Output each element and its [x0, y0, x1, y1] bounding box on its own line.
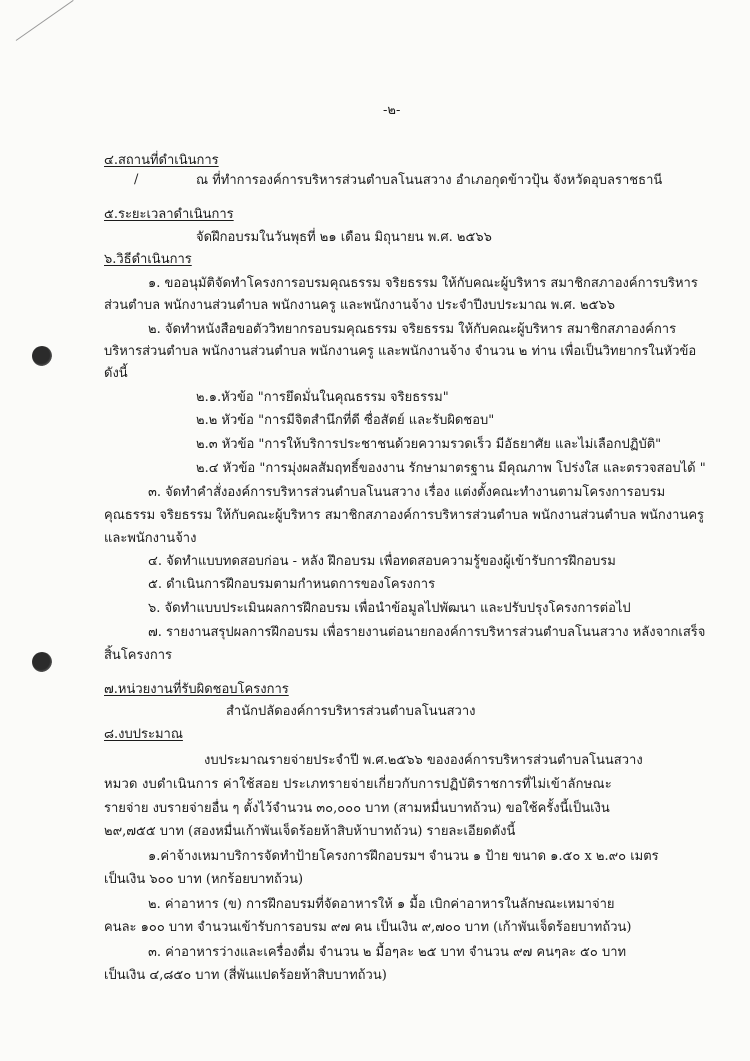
topic-2: ๒.๒ หัวข้อ "การมีจิตสำนึกที่ดี ซื่อสัตย์ และรับผิดชอบ"	[196, 413, 495, 428]
scan-artifact-line	[16, 0, 74, 41]
s6-p3-line1: ๓. จัดทำคำสั่งองค์การบริหารส่วนตำบลโนนสวาง เรื่อง แต่งตั้งคณะทำงานตามโครงการอบรม	[148, 485, 666, 500]
punch-hole	[32, 652, 52, 672]
s6-p1-line1: ๑. ขออนุมัติจัดทำโครงการอบรมคุณธรรม จริยธรรม ให้กับคณะผู้บริหาร สมาชิกสภาองค์การบริหาร	[148, 276, 698, 291]
budget-item1-line1: ๑.ค่าจ้างเหมาบริการจัดทำป้ายโครงการฝึกอบรมฯ จำนวน ๑ ป้าย ขนาด ๑.๕๐ x ๒.๙๐ เมตร	[148, 849, 659, 864]
section-8-heading: ๘.งบประมาณ	[104, 727, 183, 742]
punch-hole	[32, 346, 52, 366]
page-number: -๒-	[383, 103, 401, 118]
s6-p4: ๔. จัดทำแบบทดสอบก่อน - หลัง ฝึกอบรม เพื่อทดสอบความรู้ของผู้เข้ารับการฝึกอบรม	[148, 554, 616, 569]
topic-3: ๒.๓ หัวข้อ "การให้บริการประชาชนด้วยความรวดเร็ว มีอัธยาศัย และไม่เลือกปฏิบัติ"	[196, 437, 662, 452]
budget-item2-line2: คนละ ๑๐๐ บาท จำนวนเข้ารับการอบรม ๙๗ คน เป็นเงิน ๙,๗๐๐ บาท (เก้าพันเจ็ดร้อยบาทถ้วน)	[104, 920, 632, 935]
budget-line3: รายจ่าย งบรายจ่ายอื่น ๆ ตั้งไว้จำนวน ๓๐,๐๐๐ บาท (สามหมื่นบาทถ้วน) ขอใช้ครั้งนี้เป็นเงิน	[104, 801, 610, 816]
s6-p2-line3: ดังนี้	[104, 366, 128, 381]
budget-line1: งบประมาณรายจ่ายประจำปี พ.ศ.๒๕๖๖ ขององค์การบริหารส่วนตำบลโนนสวาง	[204, 753, 643, 768]
s6-p1-line2: ส่วนตำบล พนักงานส่วนตำบล พนักงานครู และพนักงานจ้าง ประจำปีงบประมาณ พ.ศ. ๒๕๖๖	[104, 298, 615, 313]
budget-item2-line1: ๒. ค่าอาหาร (ข) การฝึกอบรมที่จัดอาหารให้ ๑ มื้อ เบิกค่าอาหารในลักษณะเหมาจ่าย	[148, 897, 615, 912]
s6-p5: ๕. ดำเนินการฝึกอบรมตามกำหนดการของโครงการ	[148, 577, 436, 592]
s6-p7-line1: ๗. รายงานสรุปผลการฝึกอบรม เพื่อรายงานต่อนายกองค์การบริหารส่วนตำบลโนนสวาง หลังจากเสร็จ	[148, 625, 706, 640]
budget-item3-line1: ๓. ค่าอาหารว่างและเครื่องดื่ม จำนวน ๒ มื้อๆละ ๒๕ บาท จำนวน ๙๗ คนๆละ ๕๐ บาท	[148, 945, 627, 960]
section-4-text: ณ ที่ทำการองค์การบริหารส่วนตำบลโนนสวาง อำเภอกุดข้าวปุ้น จังหวัดอุบลราชธานี	[196, 173, 663, 188]
budget-item1-line2: เป็นเงิน ๖๐๐ บาท (หกร้อยบาทถ้วน)	[104, 872, 304, 887]
s6-p3-line2: คุณธรรม จริยธรรม ให้กับคณะผู้บริหาร สมาชิกสภาองค์การบริหารส่วนตำบล พนักงานส่วนตำบล พนักงานครู	[104, 508, 705, 523]
section-7-text: สำนักปลัดองค์การบริหารส่วนตำบลโนนสวาง	[226, 704, 476, 719]
topic-1: ๒.๑.หัวข้อ "การยึดมั่นในคุณธรรม จริยธรรม"	[196, 390, 449, 405]
pen-mark: /	[134, 172, 139, 187]
s6-p6: ๖. จัดทำแบบประเมินผลการฝึกอบรม เพื่อนำข้อมูลไปพัฒนา และปรับปรุงโครงการต่อไป	[148, 601, 631, 616]
budget-item3-line2: เป็นเงิน ๔,๘๕๐ บาท (สี่พันแปดร้อยห้าสิบบาทถ้วน)	[104, 968, 387, 983]
section-7-heading: ๗.หน่วยงานที่รับผิดชอบโครงการ	[104, 682, 289, 697]
budget-line4: ๒๙,๗๕๕ บาท (สองหมื่นเก้าพันเจ็ดร้อยห้าสิบห้าบาทถ้วน) รายละเอียดดังนี้	[104, 824, 516, 839]
section-6-heading: ๖.วิธีดำเนินการ	[104, 252, 192, 267]
budget-line2: หมวด งบดำเนินการ ค่าใช้สอย ประเภทรายจ่ายเกี่ยวกับการปฏิบัติราชการที่ไม่เข้าลักษณะ	[104, 777, 612, 792]
section-4-heading: ๔.สถานที่ดำเนินการ	[104, 153, 219, 168]
section-5-heading: ๕.ระยะเวลาดำเนินการ	[104, 207, 234, 222]
s6-p2-line2: บริหารส่วนตำบล พนักงานส่วนตำบล พนักงานครู และพนักงานจ้าง จำนวน ๒ ท่าน เพื่อเป็นวิทยากรในหัวข้อ	[104, 344, 697, 359]
s6-p2-line1: ๒. จัดทำหนังสือขอตัววิทยากรอบรมคุณธรรม จริยธรรม ให้กับคณะผู้บริหาร สมาชิกสภาองค์การ	[148, 322, 677, 337]
topic-4: ๒.๔ หัวข้อ "การมุ่งผลสัมฤทธิ์ของงาน รักษามาตรฐาน มีคุณภาพ โปร่งใส และตรวจสอบได้ "	[196, 461, 706, 476]
s6-p3-line3: และพนักงานจ้าง	[104, 531, 197, 546]
s6-p7-line2: สิ้นโครงการ	[104, 648, 172, 663]
section-5-text: จัดฝึกอบรมในวันพุธที่ ๒๑ เดือน มิถุนายน พ.ศ. ๒๕๖๖	[196, 230, 492, 245]
